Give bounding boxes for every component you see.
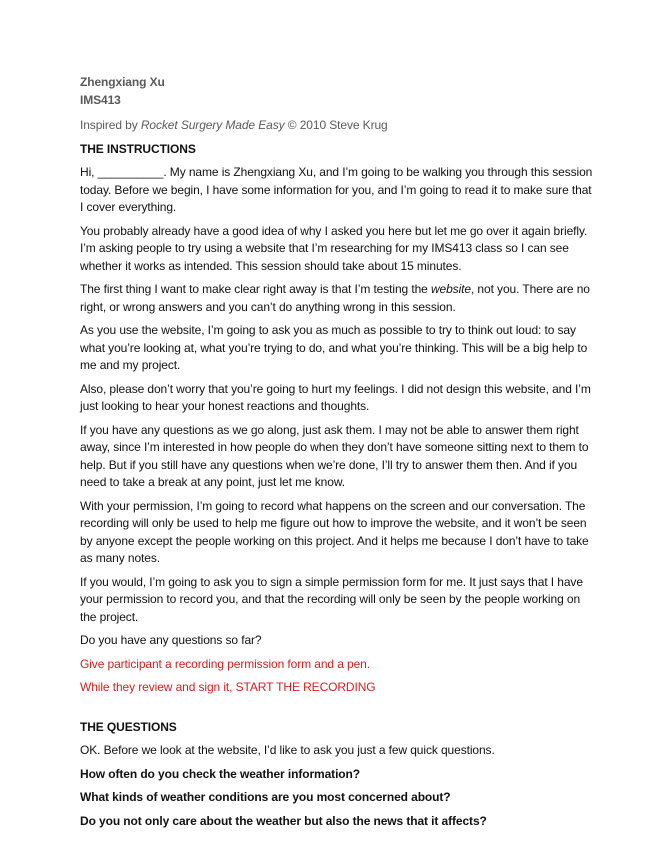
instructions-paragraph-8: If you would, I’m going to ask you to sign a simple permission form for me. It just says that I have your permission to record you, and that the recording will only be seen by the people working on the project. (80, 574, 583, 624)
course-code: IMS413 (80, 92, 121, 107)
instructions-paragraph-2: You probably already have a good idea of why I asked you here but let me go over it again briefly. I’m asking people to try using a website that I’m researching for my IMS413 class so I can see whether it works as intended. This session should take about 15 minutes. (80, 223, 588, 273)
p3-after: , not you. There are no right, or wrong answers and you can’t do anything wrong in this session. (80, 282, 590, 314)
question-item: Do you not only care about the weather but also the news that it affects? (80, 813, 487, 828)
author-name: Zhengxiang Xu (80, 75, 165, 89)
instructions-heading: THE INSTRUCTIONS (80, 141, 196, 156)
instructions-paragraph-4: As you use the website, I’m going to ask you as much as possible to try to think out loud: to say what you’re looking at, what you’re trying to do, and what you’re thinking. This will be a big help to me and my project. (80, 323, 588, 372)
instructions-paragraph-3 (80, 281, 595, 316)
inspired-suffix: © 2010 Steve Krug (284, 118, 388, 132)
question-item: What kinds of weather conditions are you most concerned about? (80, 790, 451, 804)
question-item: How often do you check the weather information? (80, 766, 360, 781)
instructions-paragraph-6: If you have any questions as we go along, just ask them. I may not be able to answer them right away, since I’m interested in how people do when they don’t have someone sitting next to them to help. But if you still have any questions when we’re done, I’ll try to answer them then. And if you need to take a break at any point, just let me know. (80, 422, 589, 489)
questions-intro: OK. Before we look at the website, I’d like to ask you just a few quick questions. (80, 743, 495, 757)
p3-before: The first thing I want to make clear right away is that I’m testing the (80, 282, 431, 296)
inspired-prefix: Inspired by (80, 118, 141, 132)
instructions-paragraph-1: Hi, __________. My name is Zhengxiang Xu, and I’m going to be walking you through this session today. Before we begin, I have some information for you, and I’m going to read it to make sure that I cover everything. (80, 165, 593, 214)
book-title: Rocket Surgery Made Easy (140, 118, 285, 132)
instructions-paragraph-9: Do you have any questions so far? (80, 633, 262, 647)
p3-emphasis: website (430, 282, 471, 296)
questions-heading: THE QUESTIONS (80, 719, 177, 734)
document-page (80, 74, 595, 836)
instructions-paragraph-7: With your permission, I’m going to record what happens on the screen and our conversation. The recording will only be used to help me figure out how to improve the website, and it won’t be seen by anyone except the people working on this project. And it helps me because I don’t have to take as many notes. (80, 498, 589, 565)
section-spacer (80, 703, 595, 719)
moderator-note-2: While they review and sign it, START THE RECORDING (80, 680, 376, 694)
moderator-note-1: Give participant a recording permission form and a pen. (80, 656, 370, 671)
instructions-paragraph-5: Also, please don’t worry that you’re going to hurt my feelings. I did not design this website, and I’m just looking to hear your honest reactions and thoughts. (80, 381, 591, 413)
inspired-by-line (80, 117, 595, 135)
